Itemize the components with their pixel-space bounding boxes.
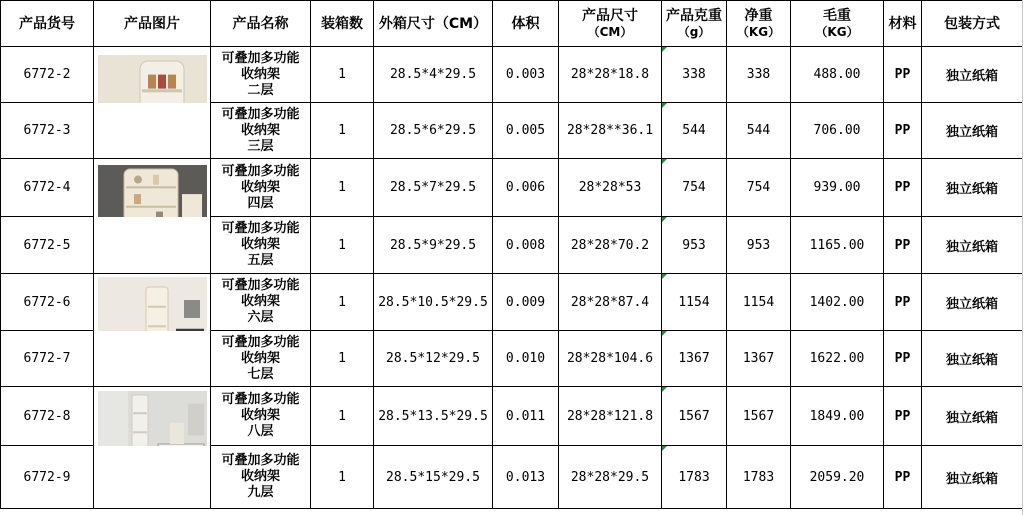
- volume-cell[interactable]: 0.003: [493, 47, 559, 103]
- material-cell[interactable]: PP: [884, 331, 922, 387]
- qty-cell[interactable]: 1: [311, 47, 374, 103]
- image-cell[interactable]: [94, 159, 211, 217]
- material-cell[interactable]: PP: [884, 159, 922, 217]
- product-size-cell[interactable]: 28*28*104.6: [559, 331, 662, 387]
- product-name-line: 收纳架: [240, 350, 280, 366]
- qty-cell[interactable]: 1: [311, 387, 374, 446]
- image-cell[interactable]: [94, 103, 211, 159]
- gross-weight-cell[interactable]: 2059.20: [791, 446, 884, 509]
- gross-weight-cell[interactable]: 939.00: [791, 159, 884, 217]
- net-weight-cell[interactable]: 544: [727, 103, 791, 159]
- header-product-size-unit: （CM）: [587, 24, 633, 39]
- header-image[interactable]: 产品图片: [94, 1, 211, 47]
- cell-comment-marker: [662, 47, 667, 52]
- product-name-line: 六层: [247, 310, 274, 325]
- packing-cell[interactable]: 独立纸箱: [922, 331, 1023, 387]
- product-photo: [98, 165, 207, 217]
- sku-cell[interactable]: 6772-4: [1, 159, 94, 217]
- carton-size-cell[interactable]: 28.5*4*29.5: [374, 47, 493, 103]
- header-product-weight-unit: （g）: [677, 24, 711, 39]
- product-size-cell[interactable]: 28*28*121.8: [559, 387, 662, 446]
- material-cell[interactable]: PP: [884, 387, 922, 446]
- product-name-line: 可叠加多功能: [221, 453, 300, 468]
- sku-cell[interactable]: 6772-3: [1, 103, 94, 159]
- product-name-line: 收纳架: [240, 469, 280, 484]
- qty-cell[interactable]: 1: [311, 274, 374, 331]
- product-size-cell[interactable]: 28*28*87.4: [559, 274, 662, 331]
- product-name-line: 收纳架: [240, 66, 280, 82]
- carton-size-cell[interactable]: 28.5*7*29.5: [374, 159, 493, 217]
- material-cell[interactable]: PP: [884, 103, 922, 159]
- material-cell[interactable]: PP: [884, 274, 922, 331]
- header-product-weight-main: 产品克重: [666, 7, 722, 24]
- header-gross-weight[interactable]: [791, 1, 884, 47]
- packing-cell[interactable]: 独立纸箱: [922, 159, 1023, 217]
- image-cell[interactable]: [94, 47, 211, 103]
- volume-cell[interactable]: 0.011: [493, 387, 559, 446]
- product-name-cell[interactable]: [211, 446, 311, 509]
- volume-cell[interactable]: 0.006: [493, 159, 559, 217]
- net-weight-cell[interactable]: 1367: [727, 331, 791, 387]
- gross-weight-cell[interactable]: 488.00: [791, 47, 884, 103]
- cell-comment-marker: [662, 217, 667, 222]
- product-name-line: 五层: [247, 253, 274, 268]
- material-cell[interactable]: PP: [884, 217, 922, 274]
- product-name-line: 二层: [247, 82, 274, 98]
- carton-size-cell[interactable]: 28.5*6*29.5: [374, 103, 493, 159]
- table-row: [1, 331, 1023, 387]
- product-name-line: 七层: [247, 366, 274, 382]
- sku-cell[interactable]: 6772-6: [1, 274, 94, 331]
- product-name-line: 三层: [247, 138, 274, 154]
- product-photo: [98, 391, 207, 446]
- product-name-line: 九层: [247, 485, 274, 500]
- carton-size-cell[interactable]: 28.5*13.5*29.5: [374, 387, 493, 446]
- cell-comment-marker: [662, 274, 667, 279]
- volume-cell[interactable]: 0.008: [493, 217, 559, 274]
- header-product-weight[interactable]: [662, 1, 727, 47]
- product-weight-cell[interactable]: 544: [662, 103, 727, 159]
- product-name-cell[interactable]: [211, 217, 311, 274]
- sku-cell[interactable]: 6772-2: [1, 47, 94, 103]
- header-sku[interactable]: 产品货号: [1, 1, 94, 47]
- sheet-edge-gridline: [1022, 0, 1023, 515]
- product-name-line: 可叠加多功能: [221, 50, 300, 66]
- product-name-cell[interactable]: [211, 274, 311, 331]
- header-net-weight-unit: （KG）: [736, 24, 781, 39]
- product-photo: [98, 55, 207, 103]
- product-name-cell[interactable]: [211, 387, 311, 446]
- qty-cell[interactable]: 1: [311, 217, 374, 274]
- net-weight-cell[interactable]: 754: [727, 159, 791, 217]
- header-gross-weight-main: 毛重: [823, 7, 851, 24]
- header-product-size-main: 产品尺寸: [582, 7, 638, 24]
- image-cell[interactable]: [94, 331, 211, 387]
- qty-cell[interactable]: 1: [311, 331, 374, 387]
- table-row: [1, 446, 1023, 509]
- image-cell[interactable]: [94, 387, 211, 446]
- cell-comment-marker: [662, 387, 667, 392]
- product-name-line: 可叠加多功能: [221, 106, 300, 122]
- product-name-cell[interactable]: [211, 159, 311, 217]
- net-weight-cell[interactable]: 338: [727, 47, 791, 103]
- volume-cell[interactable]: 0.009: [493, 274, 559, 331]
- carton-size-cell[interactable]: 28.5*10.5*29.5: [374, 274, 493, 331]
- table-row: [1, 47, 1023, 103]
- image-cell[interactable]: [94, 446, 211, 509]
- header-product-size[interactable]: [559, 1, 662, 47]
- table-row: [1, 159, 1023, 217]
- sku-cell[interactable]: 6772-9: [1, 446, 94, 509]
- product-name-line: 可叠加多功能: [221, 221, 300, 236]
- qty-cell[interactable]: 1: [311, 103, 374, 159]
- product-weight-cell[interactable]: 1367: [662, 331, 727, 387]
- cell-comment-marker: [662, 159, 667, 164]
- product-weight-cell[interactable]: 754: [662, 159, 727, 217]
- packing-cell[interactable]: 独立纸箱: [922, 103, 1023, 159]
- header-material[interactable]: 材料: [884, 1, 922, 47]
- product-weight-cell[interactable]: 1154: [662, 274, 727, 331]
- table-row: [1, 217, 1023, 274]
- table-row: [1, 274, 1023, 331]
- carton-size-cell[interactable]: 28.5*12*29.5: [374, 331, 493, 387]
- material-cell[interactable]: PP: [884, 446, 922, 509]
- table-row: [1, 387, 1023, 446]
- header-net-weight[interactable]: [727, 1, 791, 47]
- gross-weight-cell[interactable]: 1849.00: [791, 387, 884, 446]
- product-name-line: 可叠加多功能: [221, 278, 300, 293]
- packing-cell[interactable]: 独立纸箱: [922, 217, 1023, 274]
- product-name-line: 收纳架: [240, 122, 280, 138]
- table-row: [1, 103, 1023, 159]
- product-name-cell[interactable]: [211, 331, 311, 387]
- sku-cell[interactable]: 6772-8: [1, 387, 94, 446]
- gross-weight-cell[interactable]: 1165.00: [791, 217, 884, 274]
- cell-comment-marker: [662, 331, 667, 336]
- product-size-cell[interactable]: 28*28*29.5: [559, 446, 662, 509]
- product-size-cell[interactable]: 28*28*70.2: [559, 217, 662, 274]
- volume-cell[interactable]: 0.005: [493, 103, 559, 159]
- product-photo: [98, 277, 207, 331]
- product-name-line: 四层: [247, 195, 274, 211]
- qty-cell[interactable]: 1: [311, 159, 374, 217]
- sku-cell[interactable]: 6772-5: [1, 217, 94, 274]
- product-weight-cell[interactable]: 338: [662, 47, 727, 103]
- header-row: [1, 1, 1023, 47]
- product-weight-cell[interactable]: 953: [662, 217, 727, 274]
- qty-cell[interactable]: 1: [311, 446, 374, 509]
- product-name-line: 可叠加多功能: [221, 392, 300, 407]
- packing-cell[interactable]: 独立纸箱: [922, 47, 1023, 103]
- product-name-line: 收纳架: [240, 294, 280, 309]
- gross-weight-cell[interactable]: 1402.00: [791, 274, 884, 331]
- product-name-line: 可叠加多功能: [221, 334, 300, 350]
- material-cell[interactable]: PP: [884, 47, 922, 103]
- header-net-weight-main: 净重: [744, 7, 773, 24]
- product-name-cell[interactable]: [211, 103, 311, 159]
- volume-cell[interactable]: 0.013: [493, 446, 559, 509]
- gross-weight-cell[interactable]: 1622.00: [791, 331, 884, 387]
- product-name-line: 八层: [247, 424, 274, 439]
- net-weight-cell[interactable]: 1567: [727, 387, 791, 446]
- image-cell[interactable]: [94, 217, 211, 274]
- packing-cell[interactable]: 独立纸箱: [922, 446, 1023, 509]
- product-size-cell[interactable]: 28*28*18.8: [559, 47, 662, 103]
- header-name[interactable]: 产品名称: [211, 1, 311, 47]
- product-name-line: 收纳架: [240, 408, 280, 423]
- packing-cell[interactable]: 独立纸箱: [922, 387, 1023, 446]
- product-name-line: 收纳架: [240, 237, 280, 252]
- net-weight-cell[interactable]: 1783: [727, 446, 791, 509]
- sku-cell[interactable]: 6772-7: [1, 331, 94, 387]
- cell-comment-marker: [662, 446, 667, 451]
- net-weight-cell[interactable]: 953: [727, 217, 791, 274]
- product-weight-cell[interactable]: 1567: [662, 387, 727, 446]
- cell-comment-marker: [662, 103, 667, 108]
- header-volume[interactable]: 体积: [493, 1, 559, 47]
- header-carton-size[interactable]: 外箱尺寸（CM）: [374, 1, 493, 47]
- carton-size-cell[interactable]: 28.5*15*29.5: [374, 446, 493, 509]
- product-weight-cell[interactable]: 1783: [662, 446, 727, 509]
- gross-weight-cell[interactable]: 706.00: [791, 103, 884, 159]
- image-cell[interactable]: [94, 274, 211, 331]
- product-size-cell[interactable]: 28*28**36.1: [559, 103, 662, 159]
- header-qty[interactable]: 装箱数: [311, 1, 374, 47]
- product-name-cell[interactable]: [211, 47, 311, 103]
- packing-cell[interactable]: 独立纸箱: [922, 274, 1023, 331]
- volume-cell[interactable]: 0.010: [493, 331, 559, 387]
- header-gross-weight-unit: （KG）: [815, 24, 859, 39]
- product-name-line: 收纳架: [240, 179, 280, 195]
- product-size-cell[interactable]: 28*28*53: [559, 159, 662, 217]
- net-weight-cell[interactable]: 1154: [727, 274, 791, 331]
- product-name-line: 可叠加多功能: [221, 163, 300, 179]
- carton-size-cell[interactable]: 28.5*9*29.5: [374, 217, 493, 274]
- header-packing[interactable]: 包装方式: [922, 1, 1023, 47]
